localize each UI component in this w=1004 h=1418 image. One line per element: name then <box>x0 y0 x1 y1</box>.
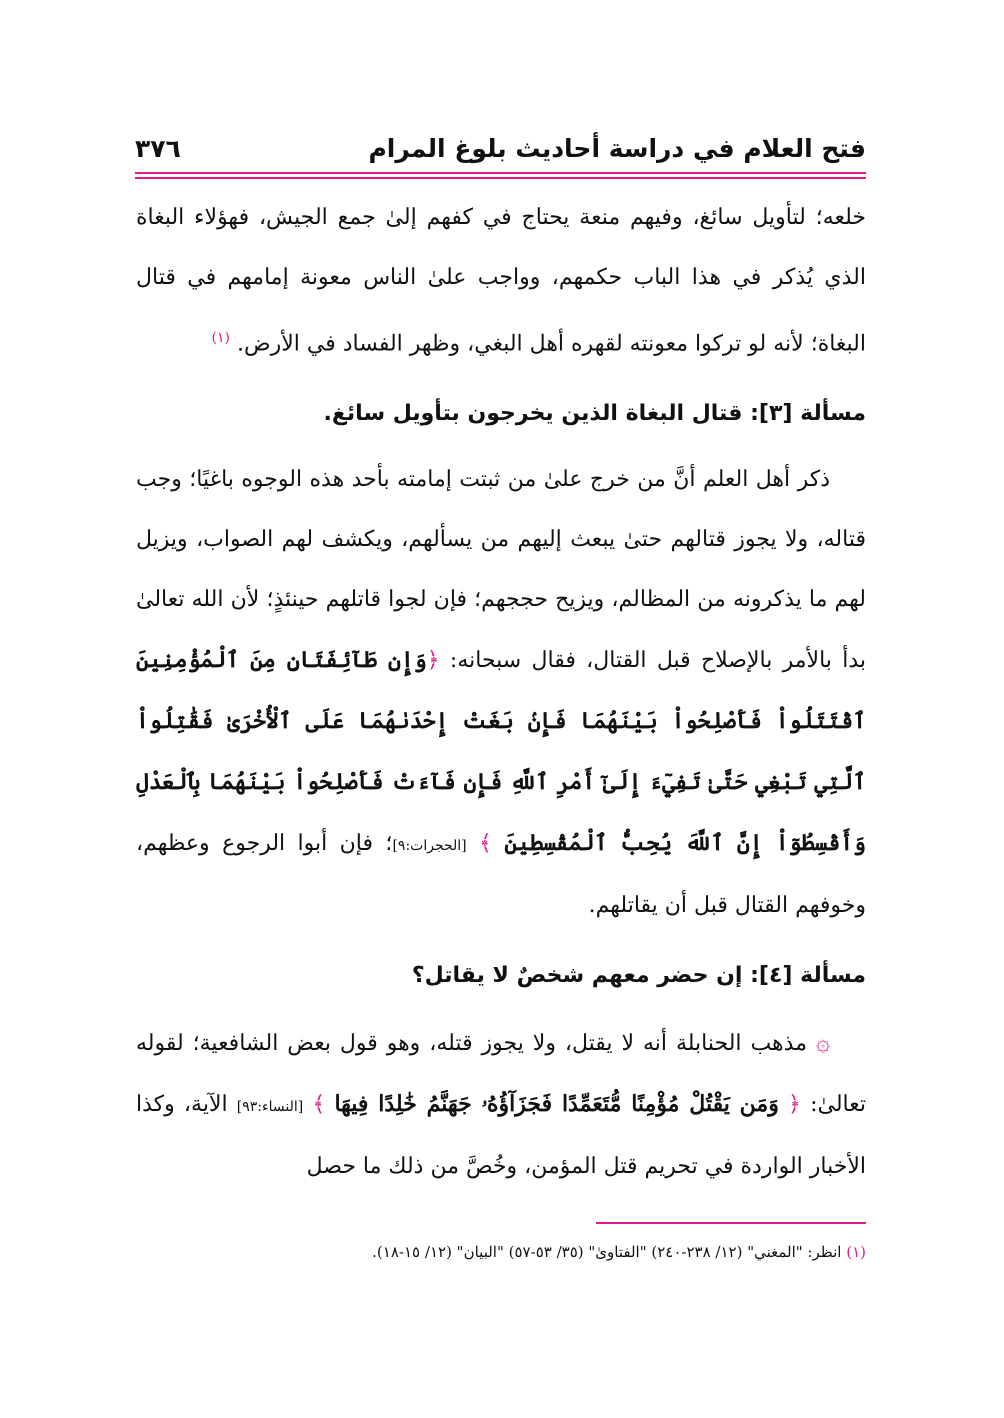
header-rule-top <box>135 172 866 174</box>
paragraph-2-tail: ؛ فإن أبوا الرجوع وعظهم، وخوفهم القتال قبل أن يقاتلهم. <box>136 831 866 919</box>
issue-4-label: مسألة [٤]: <box>750 963 866 989</box>
page-header <box>135 128 866 168</box>
paragraph-3 <box>136 1012 866 1197</box>
quran-bracket-open-2: ﴿ <box>788 1092 801 1118</box>
book-title: فتح العلام في دراسة أحاديث بلوغ المرام <box>368 133 866 163</box>
page-number: ٣٧٦ <box>135 133 181 163</box>
paragraph-3-tail: الآية، وكذا الأخبار الواردة في تحريم قتل المؤمن، وخُصَّ من ذلك ما حصل <box>136 1092 866 1180</box>
flower-ornament-icon: ۞ <box>815 1028 830 1057</box>
paragraph-2-text: ذكر أهل العلم أنَّ من خرج علىٰ من ثبتت إمامته بأحد هذه الوجوه باغيًا؛ وجب قتاله، ولا يجوز قتالهم حتىٰ يبعث إليهم من يسألهم، ويكشف لهم الصواب، ويزيل لهم ما يذكرونه من المظالم، ويزيح حججهم؛ فإن لجوا قاتلهم حينئذٍ؛ لأن الله تعالىٰ بدأ بالأمر بالإصلاح قبل القتال، فقال سبحانه: <box>136 467 867 674</box>
paragraph-3-text: مذهب الحنابلة أنه لا يقتل، ولا يجوز قتله، وهو قول بعض الشافعية؛ لقوله تعالىٰ: <box>136 1031 866 1118</box>
issue-3-heading <box>136 384 866 444</box>
paragraph-1 <box>136 188 866 374</box>
footnote-number: (١) <box>846 1243 866 1261</box>
issue-4-title: إن حضر معهم شخصٌ لا يقاتل؟ <box>411 963 743 989</box>
header-rule-bottom <box>135 177 866 179</box>
footnote-text: انظر: "المغني" (١٢/ ٢٣٨-٢٤٠) "الفتاوىٰ" (٣٥/ ٥٣-٥٧) "البيان" (١٢/ ١٥-١٨). <box>372 1243 842 1261</box>
quran-verse-hujurat: وَإِن طَآئِفَتَانِ مِنَ ٱلْمُؤْمِنِينَ ٱقْتَتَلُواْ فَأَصْلِحُواْ بَيْنَهُمَا فَإِنۢ بَغَتْ إِحْدَىٰهُمَا عَلَى ٱلْأُخْرَىٰ فَقَٰتِلُواْ ٱلَّتِي تَبْغِي حَتَّىٰ تَفِيٓءَ إِلَىٰٓ أَمْرِ ٱللَّهِ فَإِن فَآءَتْ فَأَصْلِحُواْ بَيْنَهُمَا بِٱلْعَدْلِ وَأَقْسِطُوٓاْ إِنَّ ٱللَّهَ يُحِبُّ ٱلْمُقْسِطِينَ <box>136 647 866 857</box>
quran-bracket-open: ﴿ <box>426 648 440 674</box>
issue-4-heading <box>136 946 866 1006</box>
verse-reference-2: [النساء:٩٣] <box>236 1099 304 1116</box>
paragraph-1-text: خلعه؛ لتأويل سائغ، وفيهم منعة يحتاج في كفهم إلىٰ جمع الجيش، فهؤلاء البغاة الذي يُذكر في هذا الباب حكمهم، وواجب علىٰ الناس معونة إمامهم في قتال البغاة؛ لأنه لو تركوا معونته لقهره أهل البغي، وظهر الفساد في الأرض. <box>136 205 866 357</box>
issue-3-label: مسألة [٣]: <box>750 401 866 427</box>
footnote-rule <box>596 1222 866 1224</box>
quran-bracket-close-2: ﴾ <box>312 1092 326 1118</box>
issue-3-title: قتال البغاة الذين يخرجون بتأويل سائغ. <box>323 401 743 427</box>
footnote-marker: (١) <box>211 330 230 346</box>
verse-reference: [الحجرات:٩] <box>392 838 467 855</box>
paragraph-2 <box>136 450 866 936</box>
quran-verse-nisa: وَمَن يَقْتُلْ مُؤْمِنًا مُّتَعَمِّدًا فَجَزَآؤُهُۥ جَهَنَّمُ خَٰلِدًا فِيهَا <box>334 1091 779 1118</box>
page-body <box>136 188 866 1197</box>
footnote <box>136 1238 866 1266</box>
quran-bracket-close: ﴾ <box>479 831 492 857</box>
